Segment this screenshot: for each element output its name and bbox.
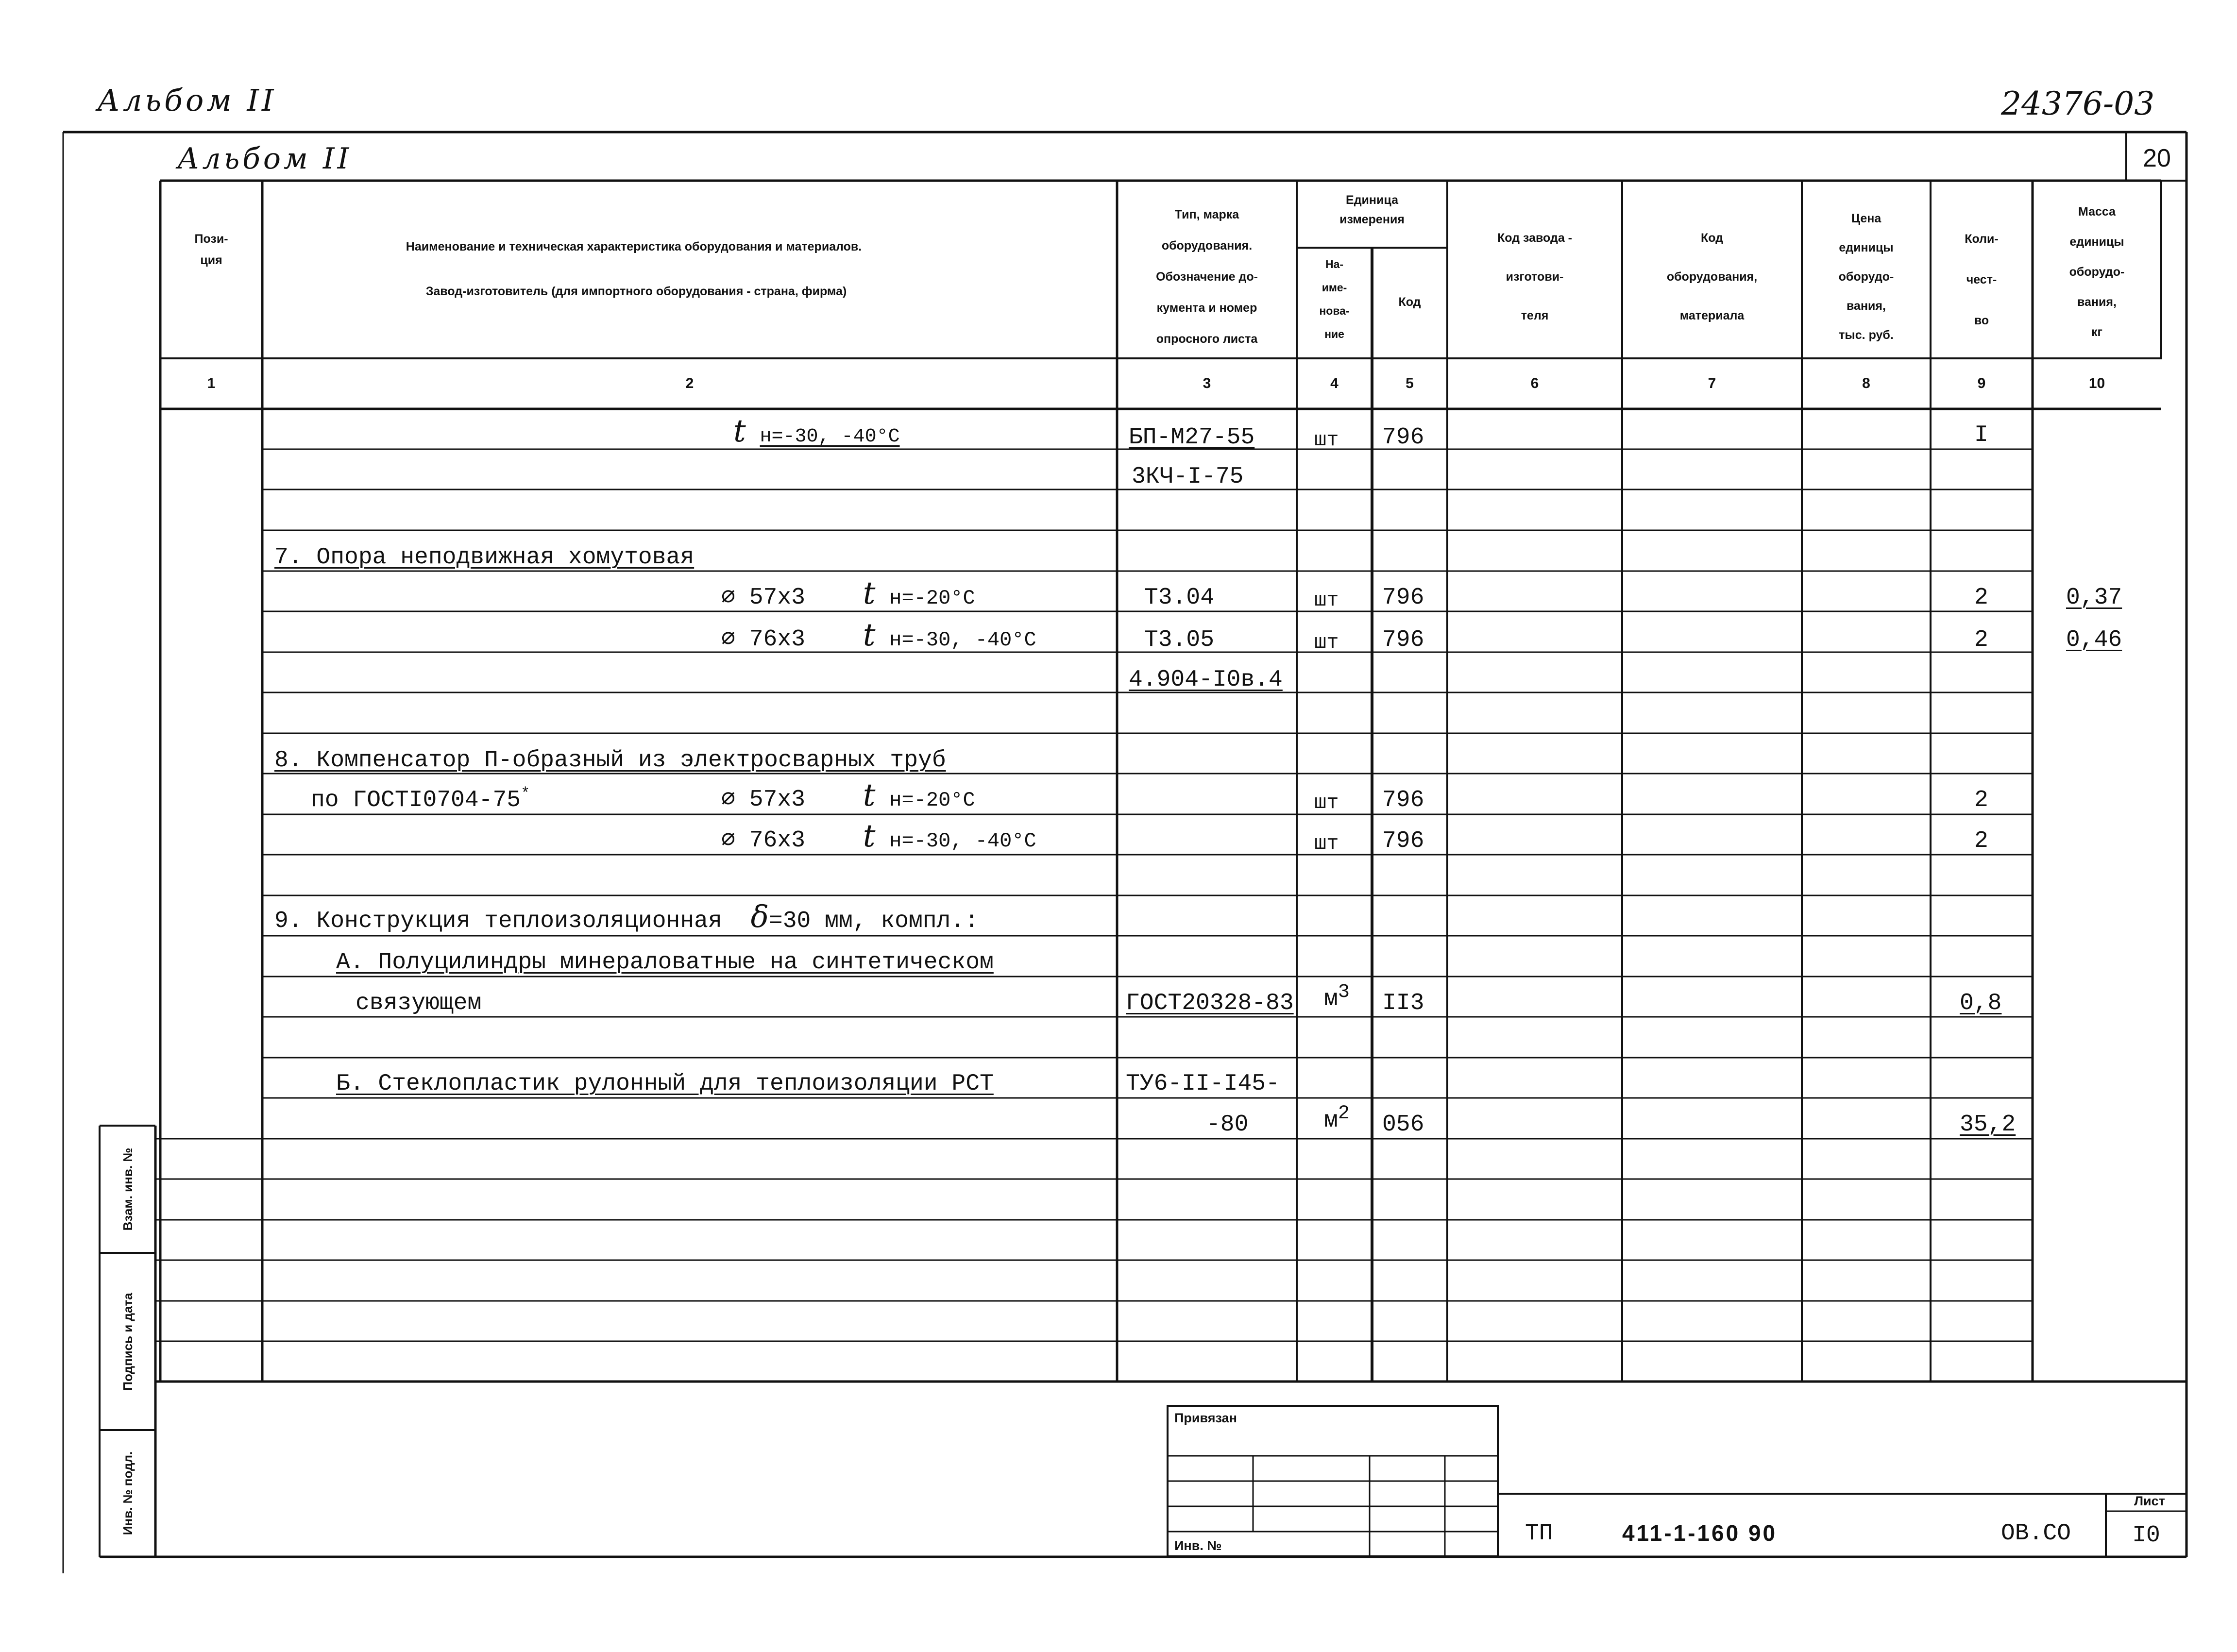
row-9-qty: 2 xyxy=(1974,828,1988,854)
colnum-7: 7 xyxy=(1708,375,1716,391)
colnum-6: 6 xyxy=(1530,375,1539,391)
row-8-code: 796 xyxy=(1382,787,1424,813)
header-factory-code: Код завода - изготови- теля xyxy=(1497,231,1573,322)
row-8-qty: 2 xyxy=(1974,787,1988,813)
row-5-qty: 2 xyxy=(1974,627,1988,653)
row-14-unit: $м^2$ xyxy=(1324,1103,1350,1134)
header-unit-code: Код xyxy=(1398,295,1421,309)
header-equipment-code: Код оборудования, материала xyxy=(1666,231,1758,322)
corner-page-number: 20 xyxy=(2143,144,2171,172)
row-2-type: 3КЧ-I-75 xyxy=(1132,464,1244,490)
row-9-unit: шт xyxy=(1314,832,1339,855)
stamp-doc-code: 411-1-160 90 xyxy=(1622,1520,1778,1546)
row-14-code: 056 xyxy=(1382,1112,1424,1138)
row-14-type: -80 xyxy=(1206,1112,1249,1138)
header-position: Пози- ция xyxy=(194,232,228,267)
row-9-code: 796 xyxy=(1382,828,1424,854)
row-12-code: II3 xyxy=(1382,990,1424,1016)
side-label-replacement-inv: Взам. инв. № xyxy=(120,1147,135,1231)
row-5-mass: 0,46 xyxy=(2066,627,2122,653)
album-stamp-inner: Альбом II xyxy=(177,142,352,176)
row-6-type: 4.904-I0в.4 xyxy=(1129,667,1283,693)
row-12-unit: $м^3$ xyxy=(1324,981,1350,1012)
side-label-original-inv: Инв. № подл. xyxy=(120,1451,135,1535)
row-5-type: Т3.05 xyxy=(1144,627,1215,653)
row-9-spec: ⌀ 76х3 t н=-30, -40°С xyxy=(721,818,1036,854)
row-14-qty: 35,2 xyxy=(1960,1112,2016,1138)
colnum-1: 1 xyxy=(207,375,216,391)
row-4-qty: 2 xyxy=(1974,585,1988,611)
side-label-signature-date: Подпись и дата xyxy=(120,1293,135,1391)
row-11-name: А. Полуцилиндры минераловатные на синтетическом xyxy=(336,949,994,976)
stamp-sheet-code: ОВ.СО xyxy=(2001,1520,2071,1547)
stamp-tp: ТП xyxy=(1525,1520,1553,1547)
row-13-type: ТУ6-II-I45- xyxy=(1126,1071,1280,1097)
row-5-unit: шт xyxy=(1314,631,1339,654)
row-5-code: 796 xyxy=(1382,627,1424,653)
colnum-2: 2 xyxy=(685,375,694,391)
header-unit-mass: Масса единицы оборудо- вания, кг xyxy=(2069,205,2125,339)
colnum-5: 5 xyxy=(1406,375,1414,391)
row-1-unit: шт xyxy=(1314,428,1339,452)
row-10-name: 9. Конструкция теплоизоляционная δ=30 мм, компл.: xyxy=(274,899,979,934)
row-1-code: 796 xyxy=(1382,424,1424,451)
stamp-sheet-number: I0 xyxy=(2132,1522,2160,1549)
album-stamp-top: Альбом II xyxy=(97,83,277,118)
row-7-name: 8. Компенсатор П-образный из электросварных труб xyxy=(274,747,946,774)
row-8-unit: шт xyxy=(1314,791,1339,814)
header-unit-price: Цена единицы оборудо- вания, тыс. руб. xyxy=(1838,212,1894,342)
colnum-10: 10 xyxy=(2088,375,2105,391)
colnum-3: 3 xyxy=(1203,375,1211,391)
header-type-mark: Тип, марка оборудования. Обозначение до- кумента и номер опросного листа xyxy=(1156,208,1258,346)
row-8-name: по ГОСТI0704-75* xyxy=(311,785,530,813)
header-quantity: Коли- чест- во xyxy=(1965,232,1999,327)
row-12-qty: 0,8 xyxy=(1960,990,2002,1016)
row-4-code: 796 xyxy=(1382,585,1424,611)
row-3-name: 7. Опора неподвижная хомутовая xyxy=(274,544,695,571)
row-1-qty: I xyxy=(1974,422,1988,448)
row-12-type: ГОСТ20328-83 xyxy=(1126,990,1294,1016)
header-unit-name: На- име- нова- ние xyxy=(1319,258,1350,340)
stamp-sheet-label: Лист xyxy=(2134,1494,2165,1508)
row-4-unit: шт xyxy=(1314,589,1339,612)
colnum-8: 8 xyxy=(1862,375,1870,391)
row-1-type: БП-М27-55 xyxy=(1129,424,1255,451)
row-8-spec: ⌀ 57х3 t н=-20°С xyxy=(721,777,975,813)
document-number: 24376-03 xyxy=(2001,85,2155,122)
row-5-spec: ⌀ 76х3 t н=-30, -40°С xyxy=(721,617,1036,653)
stamp-inv-no: Инв. № xyxy=(1174,1538,1222,1553)
header-name: Наименование и техническая характеристика оборудования и материалов. Завод-изготовитель (для импортного оборудования - страна, фирма) xyxy=(406,240,862,298)
row-4-spec: ⌀ 57х3 t н=-20°С xyxy=(721,575,975,611)
row-12-name: связующем xyxy=(356,990,482,1016)
colnum-9: 9 xyxy=(1977,375,1986,391)
row-1-name: t н=-30, -40°С xyxy=(733,413,900,449)
row-4-mass: 0,37 xyxy=(2066,585,2122,611)
row-13-name: Б. Стеклопластик рулонный для теплоизоляции РСТ xyxy=(336,1071,994,1097)
stamp-privyazan: Привязан xyxy=(1174,1411,1237,1425)
header-unit-group: Единица измерения xyxy=(1339,193,1405,226)
row-4-type: Т3.04 xyxy=(1144,585,1215,611)
colnum-4: 4 xyxy=(1330,375,1339,391)
